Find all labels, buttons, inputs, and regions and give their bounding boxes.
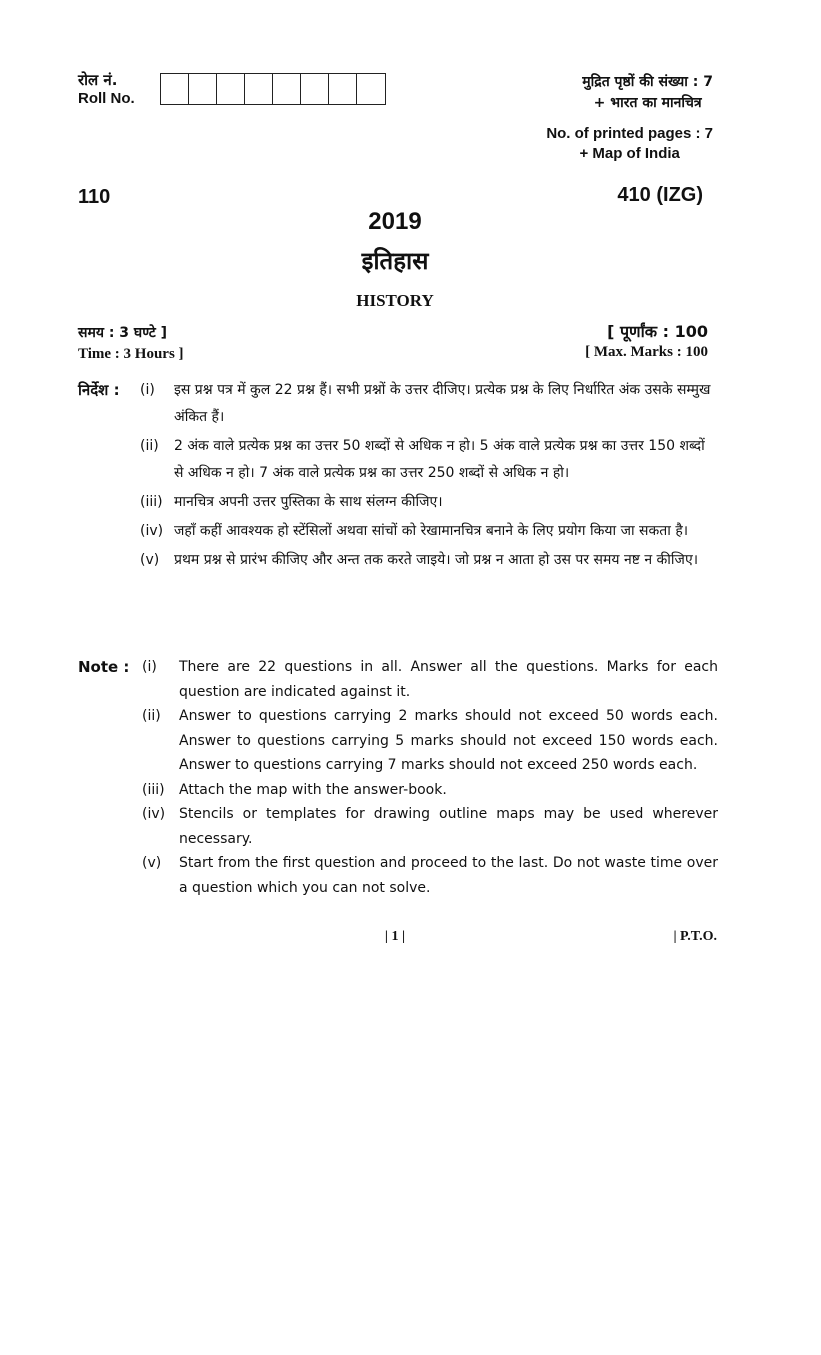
instruction-text: मानचित्र अपनी उत्तर पुस्तिका के साथ संलग्न कीजिए। (174, 494, 443, 510)
roll-number-box[interactable] (301, 74, 329, 104)
printed-pages-hindi (582, 72, 713, 114)
time-allowed-hindi: समय : 3 घण्टे ] (78, 325, 168, 341)
printed-pages-line: + Map of India (579, 145, 680, 162)
roll-number-box[interactable] (217, 74, 245, 104)
subject-title-hindi: इतिहास (361, 247, 429, 275)
roll-number-boxes[interactable] (160, 73, 386, 105)
series-code: 110 (78, 186, 111, 208)
roll-number-box[interactable] (245, 74, 273, 104)
instruction-number: (iii) (140, 494, 163, 510)
printed-pages-hindi-line: + भारत का मानचित्र (593, 95, 702, 111)
instruction-number: (ii) (142, 708, 161, 724)
printed-pages-line: No. of printed pages : 7 (546, 125, 713, 142)
instruction-text: 2 अंक वाले प्रत्येक प्रश्न का उत्तर 50 शब्दों से अधिक न हो। 5 अंक वाले प्रत्येक प्रश्न का उत्तर 150 शब्दों से अधिक न हो। 7 अंक वाले प्रत्येक प्रश्न का उत्तर 250 शब्दों से अधिक न हो। (174, 438, 705, 481)
instruction-text: There are 22 questions in all. Answer all the questions. Marks for each question are indicated against it. (179, 659, 718, 700)
instruction-item (78, 377, 718, 431)
instruction-item (78, 851, 718, 900)
instruction-number: (i) (140, 382, 155, 398)
instruction-item (78, 655, 718, 704)
paper-code: 410 (IZG) (617, 184, 703, 206)
instruction-item (78, 704, 718, 778)
roll-number-label-hindi: रोल नं. (78, 71, 118, 89)
roll-number-box[interactable] (357, 74, 385, 104)
instruction-number: (ii) (140, 438, 159, 454)
roll-number-label: Roll No. (78, 90, 135, 107)
instruction-text: Answer to questions carrying 2 marks should not exceed 50 words each. Answer to questions carrying 5 marks should not exceed 150 words each. Answer to questions carrying 7 marks should not exceed 250 words each. (179, 708, 718, 773)
time-allowed: Time : 3 Hours ] (78, 346, 184, 362)
instruction-number: (v) (142, 855, 162, 871)
instruction-item (78, 802, 718, 851)
printed-pages-hindi-line: मुद्रित पृष्ठों की संख्या : 7 (582, 74, 713, 90)
instruction-number: (iv) (142, 806, 166, 822)
instructions-hindi (78, 377, 718, 576)
instruction-text: प्रथम प्रश्न से प्रारंभ कीजिए और अन्त तक करते जाइये। जो प्रश्न न आता हो उस पर समय नष्ट न कीजिए। (174, 552, 698, 568)
roll-number-box[interactable] (273, 74, 301, 104)
roll-number-box[interactable] (329, 74, 357, 104)
instruction-item (78, 433, 718, 487)
instruction-text: इस प्रश्न पत्र में कुल 22 प्रश्न हैं। सभी प्रश्नों के उत्तर दीजिए। प्रत्येक प्रश्न के लिए निर्धारित अंक उसके सम्मुख अंकित हैं। (174, 382, 711, 425)
please-turn-over: | P.T.O. (673, 929, 717, 944)
instruction-text: Attach the map with the answer-book. (179, 781, 447, 798)
instructions-english (78, 655, 718, 900)
instruction-item (78, 778, 718, 803)
instruction-text: जहाँ कहीं आवश्यक हो स्टेंसिलों अथवा सांचों को रेखामानचित्र बनाने के लिए प्रयोग किया जा सकता है। (174, 523, 689, 539)
instruction-item (78, 518, 718, 545)
instruction-text: Start from the first question and proceed to the last. Do not waste time over a question which you can not solve. (179, 855, 718, 896)
subject-title: HISTORY (356, 291, 434, 310)
roll-number-box[interactable] (189, 74, 217, 104)
printed-pages (546, 124, 713, 164)
max-marks-hindi: [ पूर्णांक : 100 (607, 322, 708, 341)
instruction-number: (i) (142, 659, 157, 675)
instruction-number: (iv) (140, 523, 164, 539)
instruction-number: (v) (140, 552, 160, 568)
page-number: | 1 | (384, 929, 406, 944)
instruction-number: (iii) (142, 781, 165, 798)
instruction-item (78, 489, 718, 516)
instructions-english-heading: Note : (78, 658, 130, 676)
exam-year: 2019 (368, 208, 422, 235)
max-marks: [ Max. Marks : 100 (585, 344, 708, 360)
roll-number-box[interactable] (161, 74, 189, 104)
instruction-item (78, 547, 718, 574)
instruction-text: Stencils or templates for drawing outline maps may be used wherever necessary. (179, 806, 718, 847)
instructions-hindi-heading: निर्देश : (78, 381, 120, 399)
